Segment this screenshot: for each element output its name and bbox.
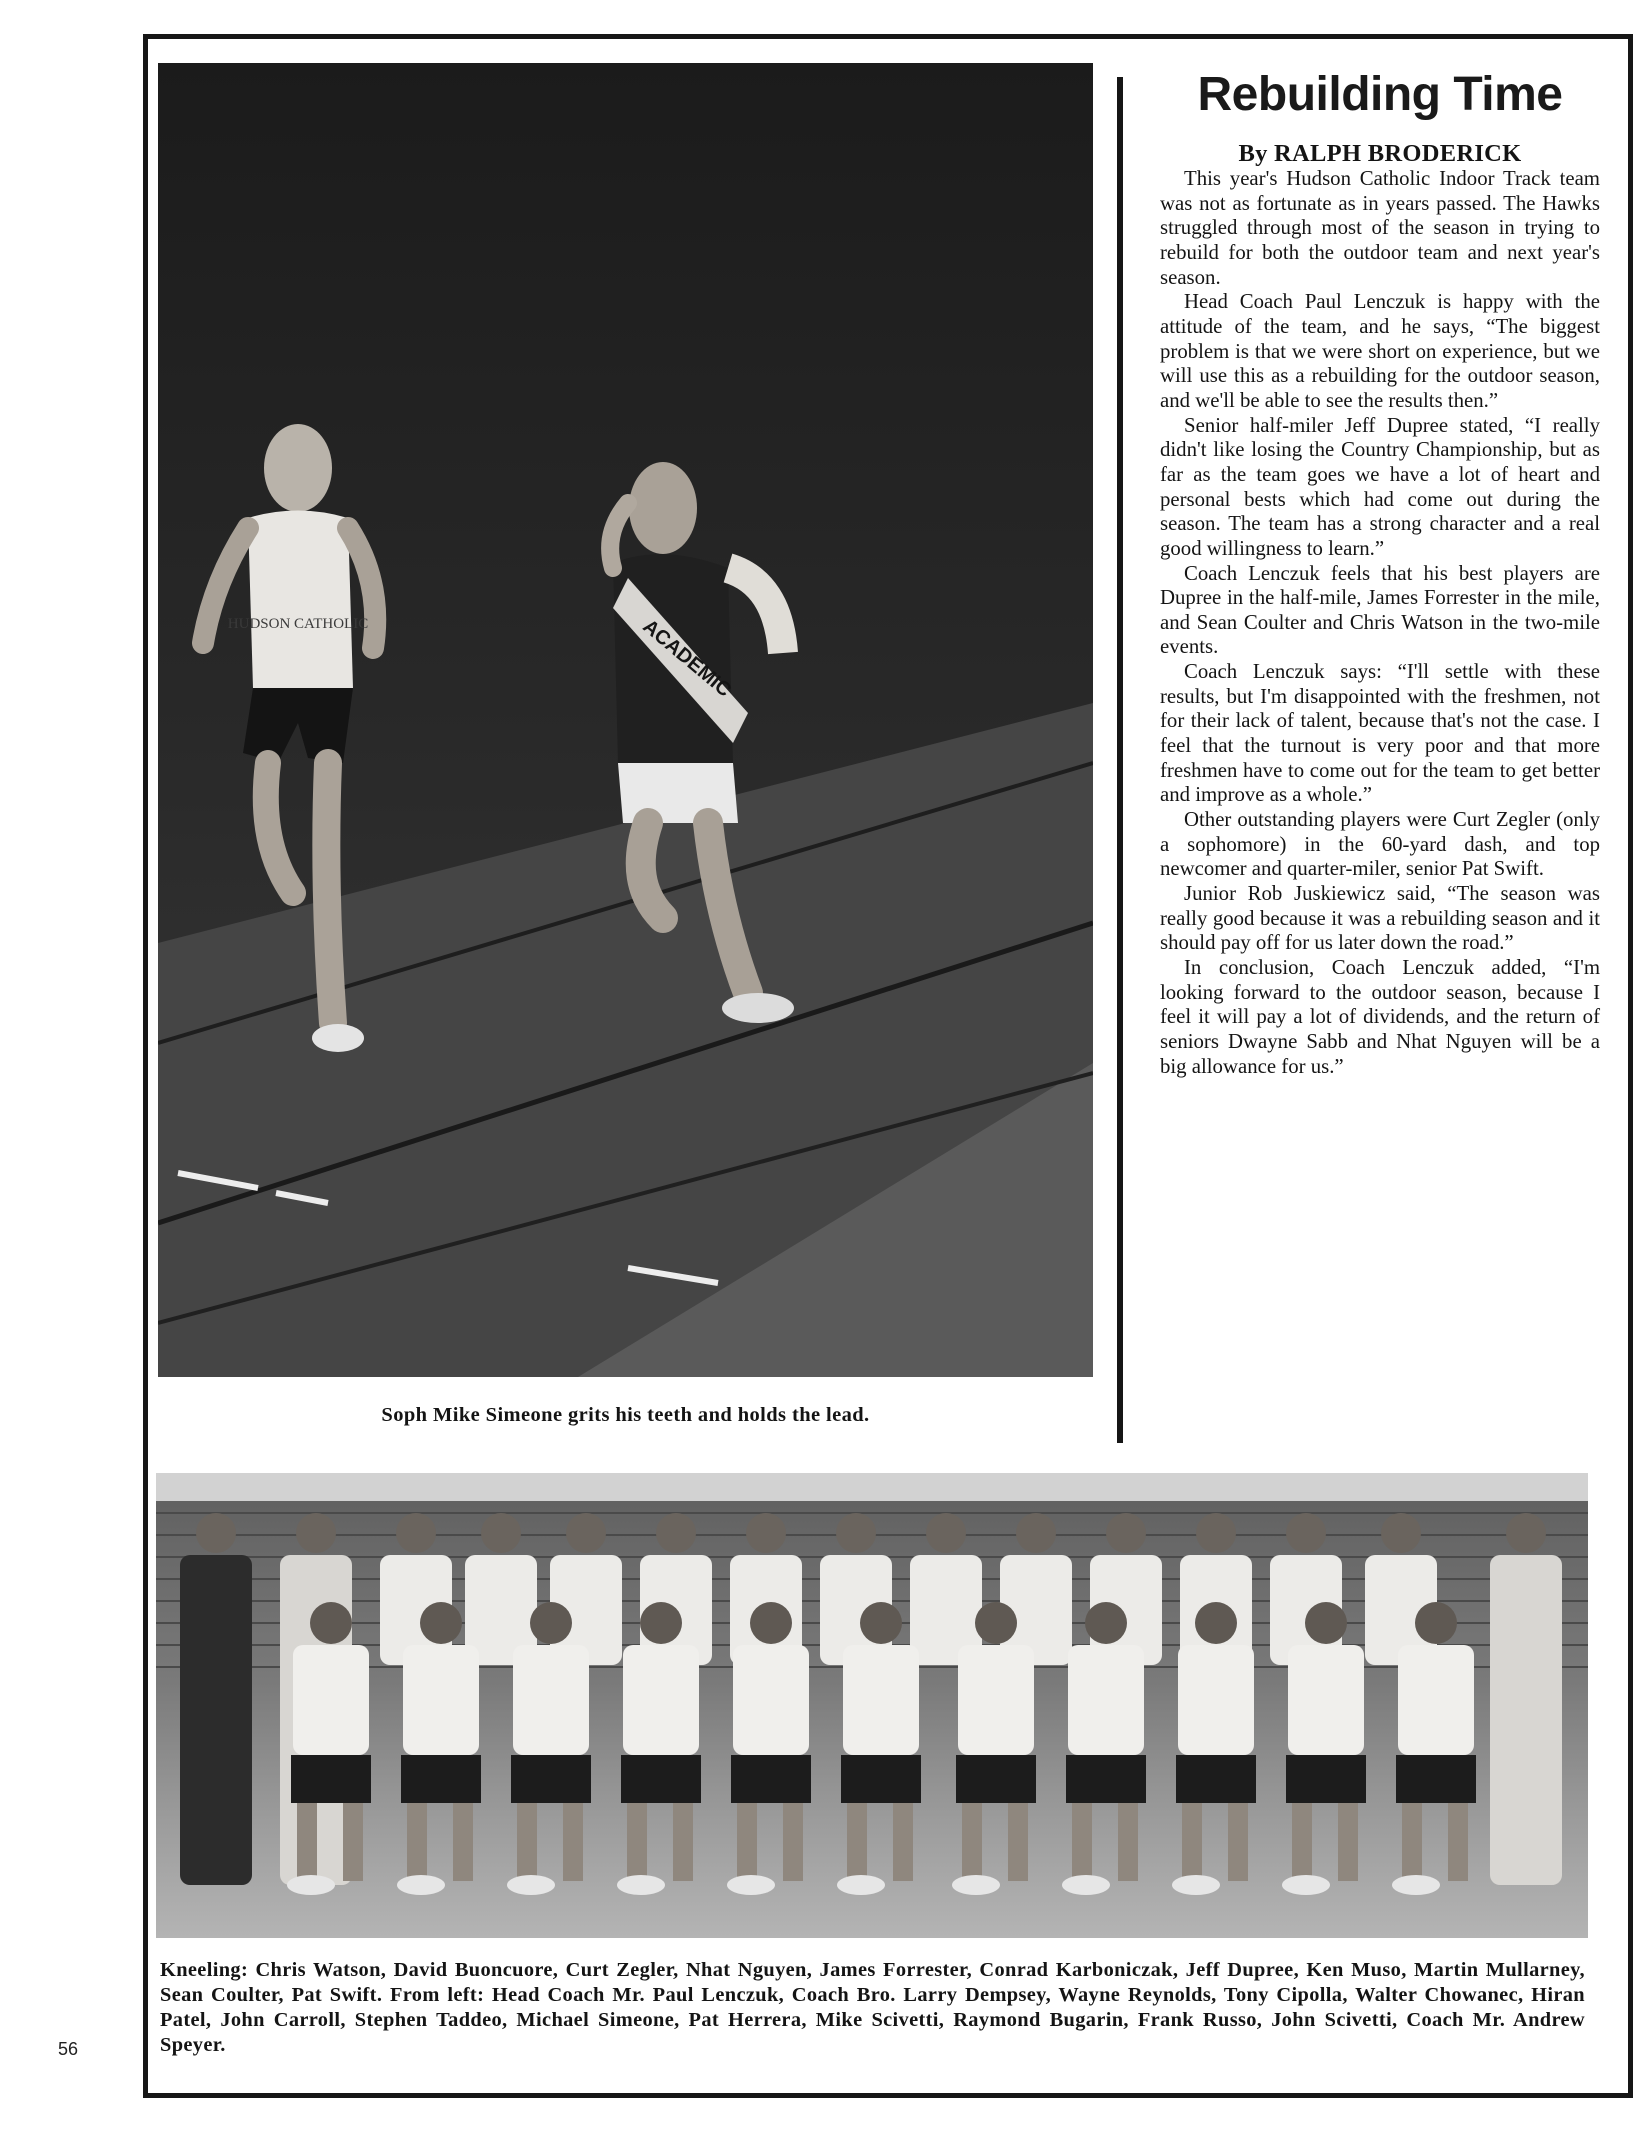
action-jersey-right: ACADEMIC (638, 615, 736, 702)
article-paragraph: This year's Hudson Catholic Indoor Track team was not as fortunate as in years passed. The Hawks struggled through most of the season in trying to rebuild for both the outdoor team and next year's season. (1160, 167, 1600, 289)
team-member-standing (1490, 1513, 1562, 1885)
article-headline: Rebuilding Time (1197, 68, 1563, 121)
article-paragraph: Head Coach Paul Lenczuk is happy with the attitude of the team, and he says, “The biggest problem is that we were short on experience, but we will use this as a rebuilding for the outdoor season, and we'll be able to see the results then.” (1160, 290, 1600, 412)
team-photo (156, 1473, 1588, 1938)
action-photo (158, 63, 1093, 1377)
article-paragraph: Coach Lenczuk feels that his best players are Dupree in the half-mile, James Forrester in the mile, and Sean Coulter and Chris Watson in the two-mile events. (1160, 561, 1600, 659)
article-paragraph: Junior Rob Juskiewicz said, “The season was really good because it was a rebuilding season and it should pay off for us later down the road.” (1160, 882, 1600, 955)
article-paragraph: In conclusion, Coach Lenczuk added, “I'm looking forward to the outdoor season, because I feel it will pay a lot of dividends, and the return of seniors Dwayne Sabb and Nhat Nguyen will be a big allowance for us.” (1160, 956, 1600, 1078)
action-photo-caption: Soph Mike Simeone grits his teeth and holds the lead. (381, 1404, 870, 1426)
article-paragraph: Coach Lenczuk says: “I'll settle with these results, but I'm disappointed with the freshmen, not for their lack of talent, because that's not the case. I feel that the turnout is very poor and that more freshmen have to come out for the team to get better and improve as a whole.” (1160, 660, 1600, 807)
article-byline: By RALPH BRODERICK (1238, 140, 1522, 167)
column-rule (1117, 77, 1123, 1443)
page-number: 56 (58, 2039, 79, 2059)
team-photo-caption: Kneeling: Chris Watson, David Buoncuore, Curt Zegler, Nhat Nguyen, James Forrester, Conrad Karboniczak, Jeff Dupree, Ken Muso, Martin Mullarney, Sean Coulter, Pat Swift. From left: Head Coach Mr. Paul Lenczuk, Coach Bro. Larry Dempsey, Wayne Reynolds, Tony Cipolla, Walter Chowanec, Hiran Patel, John Carroll, Stephen Taddeo, Michael Simeone, Pat Herrera, Mike Scivetti, Raymond Bugarin, Frank Russo, John Scivetti, Coach Mr. Andrew Speyer. (160, 1959, 1585, 2056)
article-paragraph: Senior half-miler Jeff Dupree stated, “I really didn't like losing the Country Championship, but as far as the team goes we have a lot of heart and personal bests which had come out during the season. The team has a strong character and a real good willingness to learn.” (1160, 413, 1600, 560)
article-paragraph: Other outstanding players were Curt Zegler (only a sophomore) in the 60-yard dash, and top newcomer and quarter-miler, senior Pat Swift. (1160, 808, 1600, 881)
action-jersey-left: HUDSON CATHOLIC (227, 616, 369, 632)
article-body (1160, 167, 1600, 1079)
team-member-standing (180, 1513, 252, 1885)
